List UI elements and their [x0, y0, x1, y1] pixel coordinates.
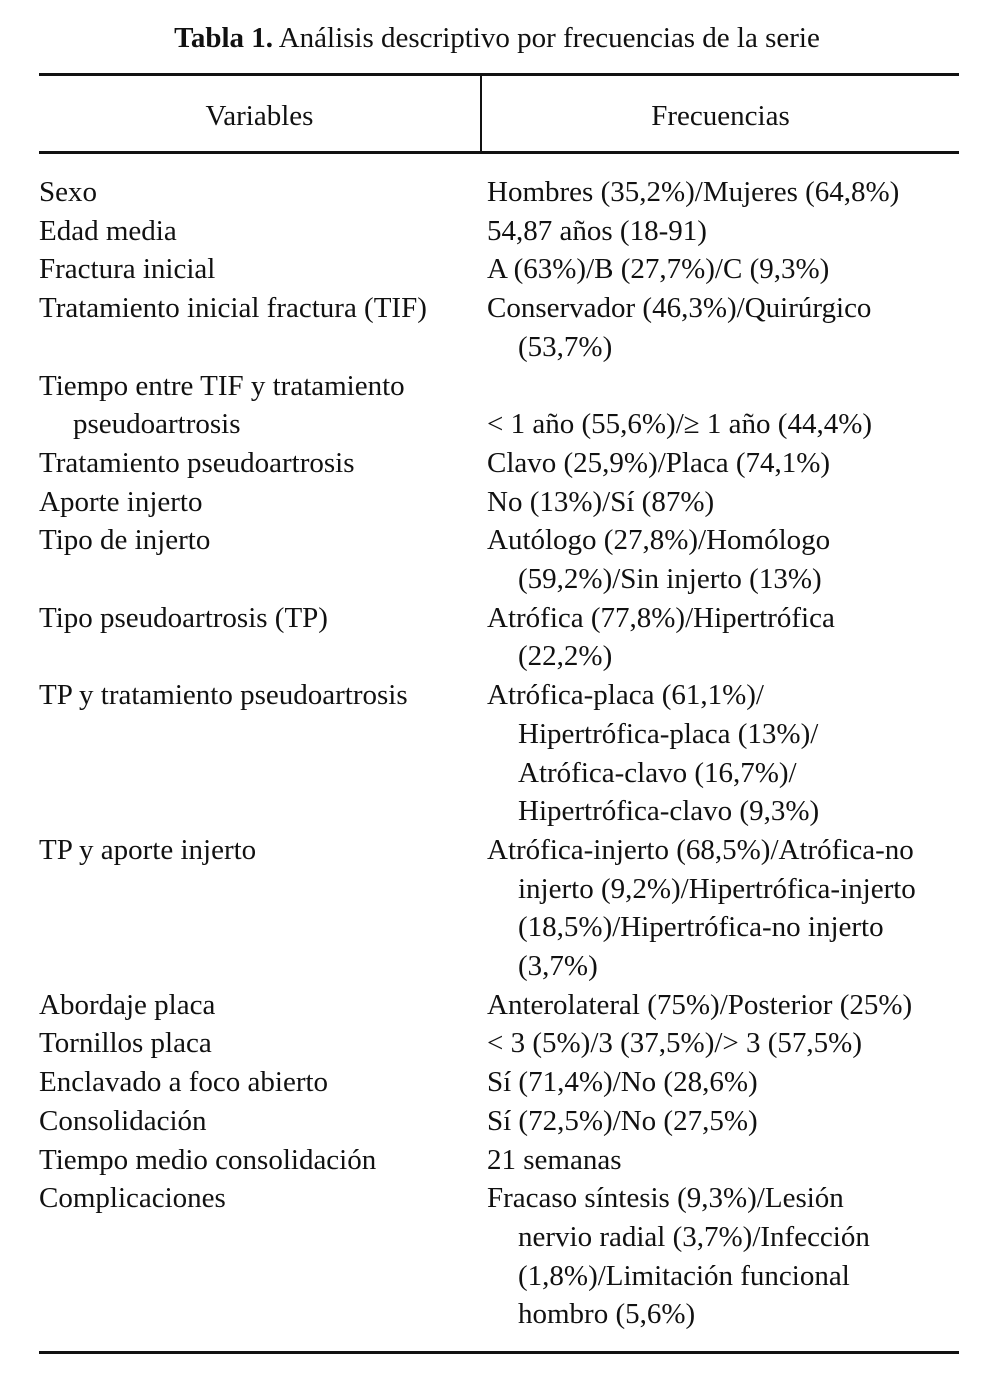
- table-row: [39, 212, 959, 251]
- table-caption-text: Análisis descriptivo por frecuencias de la serie: [273, 22, 820, 54]
- table-row: [39, 521, 959, 598]
- top-rule: [39, 73, 959, 76]
- table-row: [39, 367, 959, 444]
- frequency-cell: 54,87 años (18-91): [487, 214, 707, 247]
- table-row: [39, 599, 959, 676]
- table-row: [39, 1102, 959, 1141]
- table-row: [39, 986, 959, 1025]
- header-variables: Variables: [205, 100, 314, 132]
- frequency-cell: Sí (72,5%)/No (27,5%): [487, 1104, 758, 1137]
- variable-cell: Tiempo entre TIF y tratamiento pseudoartrosis: [39, 369, 405, 441]
- variable-cell: Edad media: [39, 214, 177, 247]
- variable-cell: Tratamiento pseudoartrosis: [39, 446, 355, 479]
- table-row: [39, 483, 959, 522]
- table-row: [39, 1179, 959, 1334]
- variable-cell: Complicaciones: [39, 1182, 226, 1215]
- variable-cell: Enclavado a foco abierto: [39, 1066, 329, 1099]
- variable-cell: Fractura inicial: [39, 253, 216, 286]
- table-row: [39, 676, 959, 831]
- frequency-cell: Clavo (25,9%)/Placa (74,1%): [487, 446, 831, 479]
- header-frecuencias: Frecuencias: [651, 100, 790, 132]
- frequency-cell: Atrófica (77,8%)/Hipertrófica (22,2%): [487, 601, 835, 673]
- frequency-cell: Atrófica-placa (61,1%)/ Hipertrófica-placa (13%)/ Atrófica-clavo (16,7%)/ Hipertrófica-clavo (9,3%): [487, 679, 820, 828]
- variable-cell: Tornillos placa: [39, 1027, 212, 1060]
- variable-cell: Tipo pseudoartrosis (TP): [39, 601, 328, 634]
- table-row: [39, 1063, 959, 1102]
- variable-cell: Consolidación: [39, 1104, 207, 1137]
- table-row: [39, 250, 959, 289]
- frequency-cell: Atrófica-injerto (68,5%)/Atrófica-no injerto (9,2%)/Hipertrófica-injerto (18,5%)/Hipertrófica-no injerto (3,7%): [487, 833, 916, 983]
- frequency-cell: Anterolateral (75%)/Posterior (25%): [487, 988, 913, 1021]
- table-caption: [0, 18, 994, 58]
- frequency-cell: Autólogo (27,8%)/Homólogo (59,2%)/Sin injerto (13%): [487, 524, 831, 596]
- header-rule: [39, 151, 959, 154]
- variable-cell: Abordaje placa: [39, 988, 216, 1021]
- frequency-cell: Conservador (46,3%)/Quirúrgico (53,7%): [487, 292, 872, 363]
- variable-cell: Tipo de injerto: [39, 524, 211, 557]
- variable-cell: Aporte injerto: [39, 485, 203, 518]
- variable-cell: Tiempo medio consolidación: [39, 1143, 377, 1176]
- frequency-text: < 1 año (55,6%)/≥ 1 año (44,4%): [487, 408, 873, 441]
- table-body: [39, 173, 959, 1334]
- table-row: [39, 444, 959, 483]
- table-row: [39, 173, 959, 212]
- table-row: [39, 289, 959, 366]
- frequency-cell: No (13%)/Sí (87%): [487, 485, 715, 518]
- frequency-cell: [487, 367, 959, 444]
- frequency-cell: < 3 (5%)/3 (37,5%)/> 3 (57,5%): [487, 1027, 862, 1060]
- table-caption-label: Tabla 1.: [174, 22, 274, 54]
- frequency-cell: 21 semanas: [487, 1143, 622, 1176]
- bottom-rule: [39, 1351, 959, 1354]
- frequency-cell: Hombres (35,2%)/Mujeres (64,8%): [487, 176, 900, 208]
- frequency-cell: Fracaso síntesis (9,3%)/Lesión nervio radial (3,7%)/Infección (1,8%)/Limitación funcional hombro (5,6%): [487, 1182, 870, 1331]
- table-row: [39, 831, 959, 986]
- frequency-cell: A (63%)/B (27,7%)/C (9,3%): [487, 253, 830, 286]
- table-row: [39, 1024, 959, 1063]
- variable-cell: Tratamiento inicial fractura (TIF): [39, 292, 427, 325]
- variable-cell: TP y tratamiento pseudoartrosis: [39, 679, 408, 712]
- variable-cell: TP y aporte injerto: [39, 833, 257, 866]
- table-row: [39, 1141, 959, 1180]
- variable-cell: Sexo: [39, 176, 97, 208]
- frequency-cell: Sí (71,4%)/No (28,6%): [487, 1066, 758, 1099]
